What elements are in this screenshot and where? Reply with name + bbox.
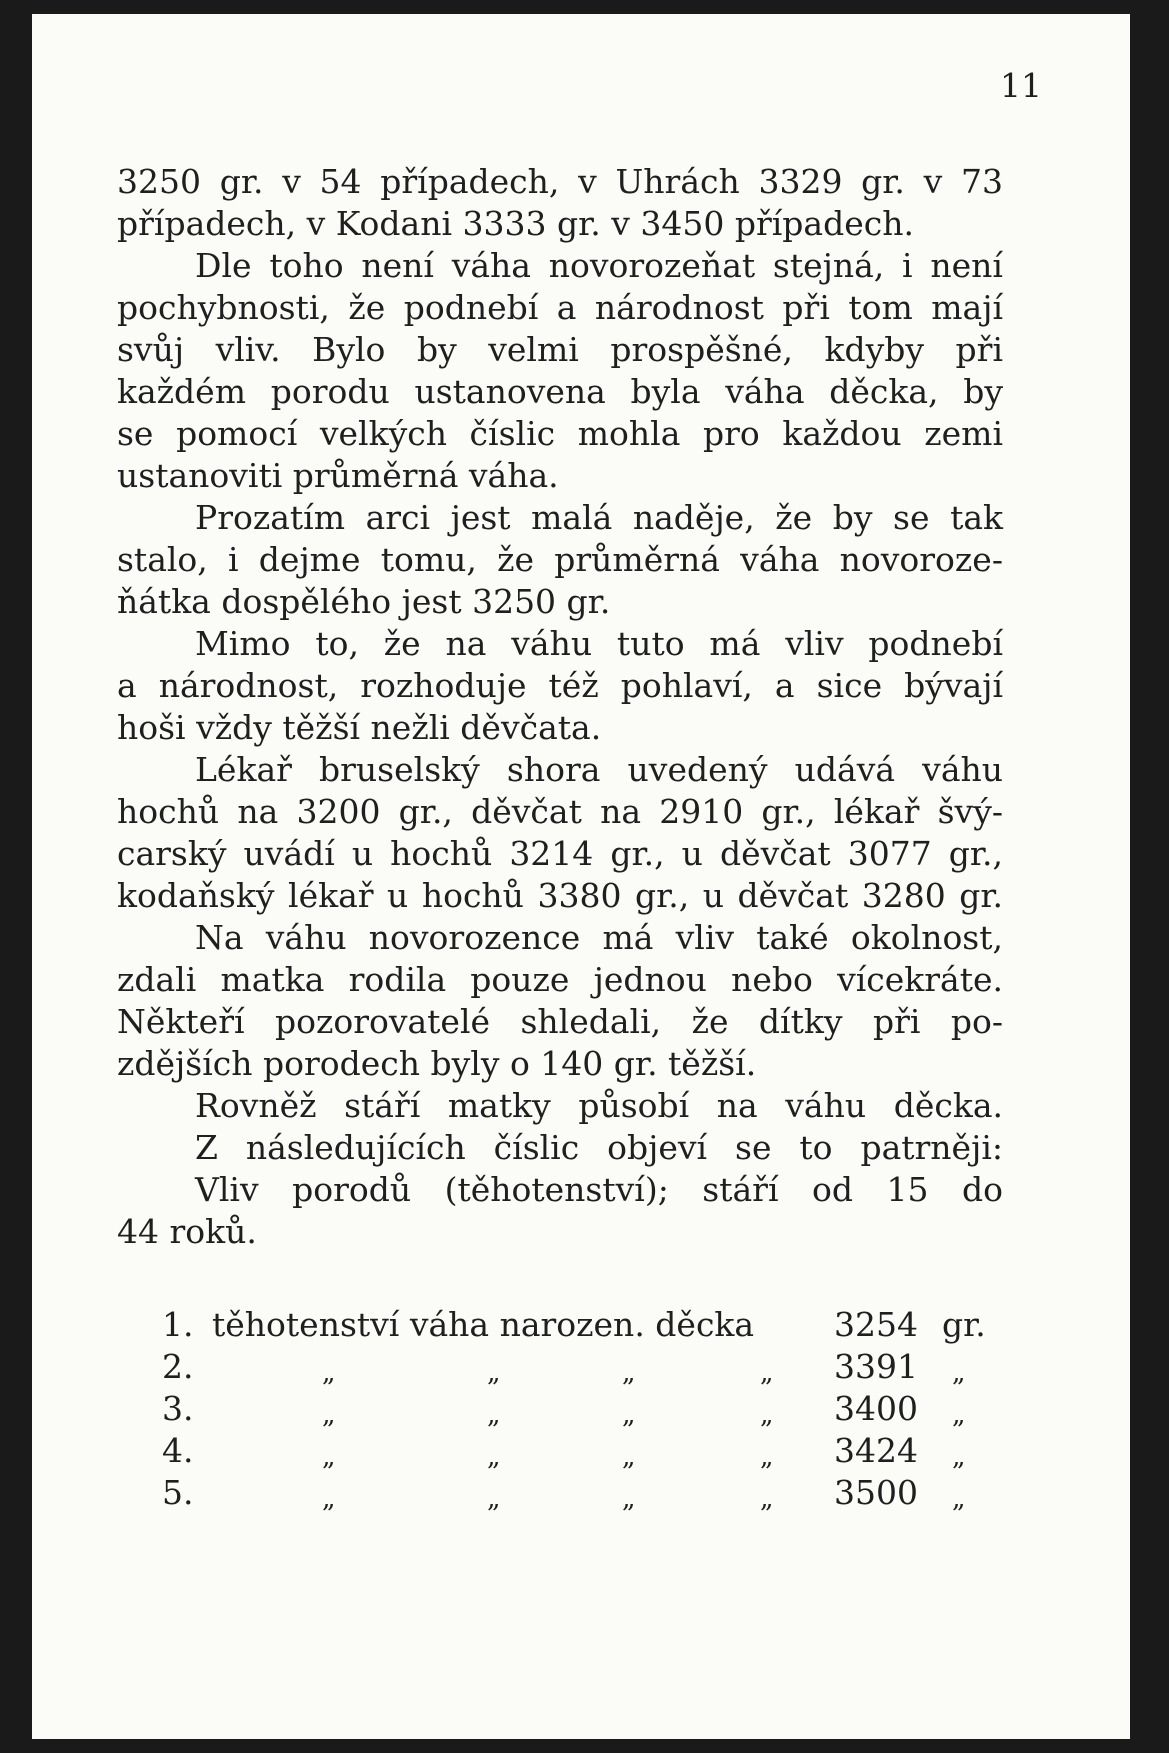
text-line: Prozatím arci jest malá naděje, že by se tak bbox=[195, 498, 1003, 537]
ditto-mark: „ bbox=[322, 1400, 336, 1430]
text-line: Vliv porodů (těhotenství); stáří od 15 do bbox=[195, 1170, 1003, 1209]
row-value: 3424 bbox=[834, 1431, 918, 1470]
text-line: Na váhu novorozence má vliv také okolnost, bbox=[195, 918, 1003, 957]
ditto-mark: „ bbox=[622, 1442, 636, 1472]
ditto-mark: „ bbox=[622, 1358, 636, 1388]
text-line: ustanoviti průměrná váha. bbox=[117, 456, 559, 495]
text-line: případech, v Kodani 3333 gr. v 3450 případech. bbox=[117, 204, 914, 243]
text-line: každém porodu ustanovena byla váha děcka, by bbox=[117, 372, 1003, 411]
ditto-mark: „ bbox=[760, 1358, 774, 1388]
text-line: Dle toho není váha novorozeňat stejná, i není bbox=[195, 246, 1003, 285]
ditto-mark: „ bbox=[952, 1358, 966, 1388]
row-number: 3. bbox=[162, 1389, 194, 1428]
row-unit: gr. bbox=[942, 1305, 986, 1344]
row-number: 4. bbox=[162, 1431, 194, 1470]
ditto-mark: „ bbox=[322, 1484, 336, 1514]
row-value: 3391 bbox=[834, 1347, 918, 1386]
text-line: Z následujících číslic objeví se to patrněji: bbox=[195, 1128, 1003, 1167]
ditto-mark: „ bbox=[760, 1400, 774, 1430]
page-number: 11 bbox=[1000, 66, 1042, 105]
text-line: kodaňský lékař u hochů 3380 gr., u děvčat 3280 gr. bbox=[117, 876, 1003, 915]
text-line: 3250 gr. v 54 případech, v Uhrách 3329 gr. v 73 bbox=[117, 162, 1003, 201]
ditto-mark: „ bbox=[952, 1484, 966, 1514]
ditto-mark: „ bbox=[760, 1484, 774, 1514]
ditto-mark: „ bbox=[952, 1400, 966, 1430]
row-number: 5. bbox=[162, 1473, 194, 1512]
text-line: Mimo to, že na váhu tuto má vliv podnebí bbox=[195, 624, 1003, 663]
ditto-mark: „ bbox=[487, 1400, 501, 1430]
text-line: carský uvádí u hochů 3214 gr., u děvčat 3077 gr., bbox=[117, 834, 1003, 873]
row-value: 3500 bbox=[834, 1473, 918, 1512]
ditto-mark: „ bbox=[487, 1358, 501, 1388]
row-value: 3254 bbox=[834, 1305, 918, 1344]
ditto-mark: „ bbox=[487, 1442, 501, 1472]
text-line: Rovněž stáří matky působí na váhu děcka. bbox=[195, 1086, 1003, 1125]
ditto-mark: „ bbox=[322, 1442, 336, 1472]
text-line: 44 roků. bbox=[117, 1212, 257, 1251]
text-line: pochybnosti, že podnebí a národnost při tom mají bbox=[117, 288, 1003, 327]
book-page bbox=[32, 14, 1130, 1739]
text-line: stalo, i dejme tomu, že průměrná váha novoroze- bbox=[117, 540, 1003, 579]
text-line: hochů na 3200 gr., děvčat na 2910 gr., lékař švý- bbox=[117, 792, 1003, 831]
text-line: Někteří pozorovatelé shledali, že dítky při po- bbox=[117, 1002, 1003, 1041]
text-line: zdějších porodech byly o 140 gr. těžší. bbox=[117, 1044, 757, 1083]
body-text bbox=[117, 161, 1003, 1253]
text-line: ňátka dospělého jest 3250 gr. bbox=[117, 582, 611, 621]
ditto-mark: „ bbox=[760, 1442, 774, 1472]
row-value: 3400 bbox=[834, 1389, 918, 1428]
text-line: a národnost, rozhoduje též pohlaví, a sice bývají bbox=[117, 666, 1003, 705]
row-label: těhotenství váha narozen. děcka bbox=[212, 1305, 755, 1344]
text-line: zdali matka rodila pouze jednou nebo vícekráte. bbox=[117, 960, 1003, 999]
text-line: Lékař bruselský shora uvedený udává váhu bbox=[195, 750, 1003, 789]
row-number: 2. bbox=[162, 1347, 194, 1386]
row-number: 1. bbox=[162, 1305, 194, 1344]
ditto-mark: „ bbox=[622, 1484, 636, 1514]
ditto-mark: „ bbox=[322, 1358, 336, 1388]
text-line: svůj vliv. Bylo by velmi prospěšné, kdyby při bbox=[117, 330, 1003, 369]
text-line: se pomocí velkých číslic mohla pro každou zemi bbox=[117, 414, 1003, 453]
ditto-mark: „ bbox=[952, 1442, 966, 1472]
ditto-mark: „ bbox=[622, 1400, 636, 1430]
text-line: hoši vždy těžší nežli děvčata. bbox=[117, 708, 602, 747]
ditto-mark: „ bbox=[487, 1484, 501, 1514]
